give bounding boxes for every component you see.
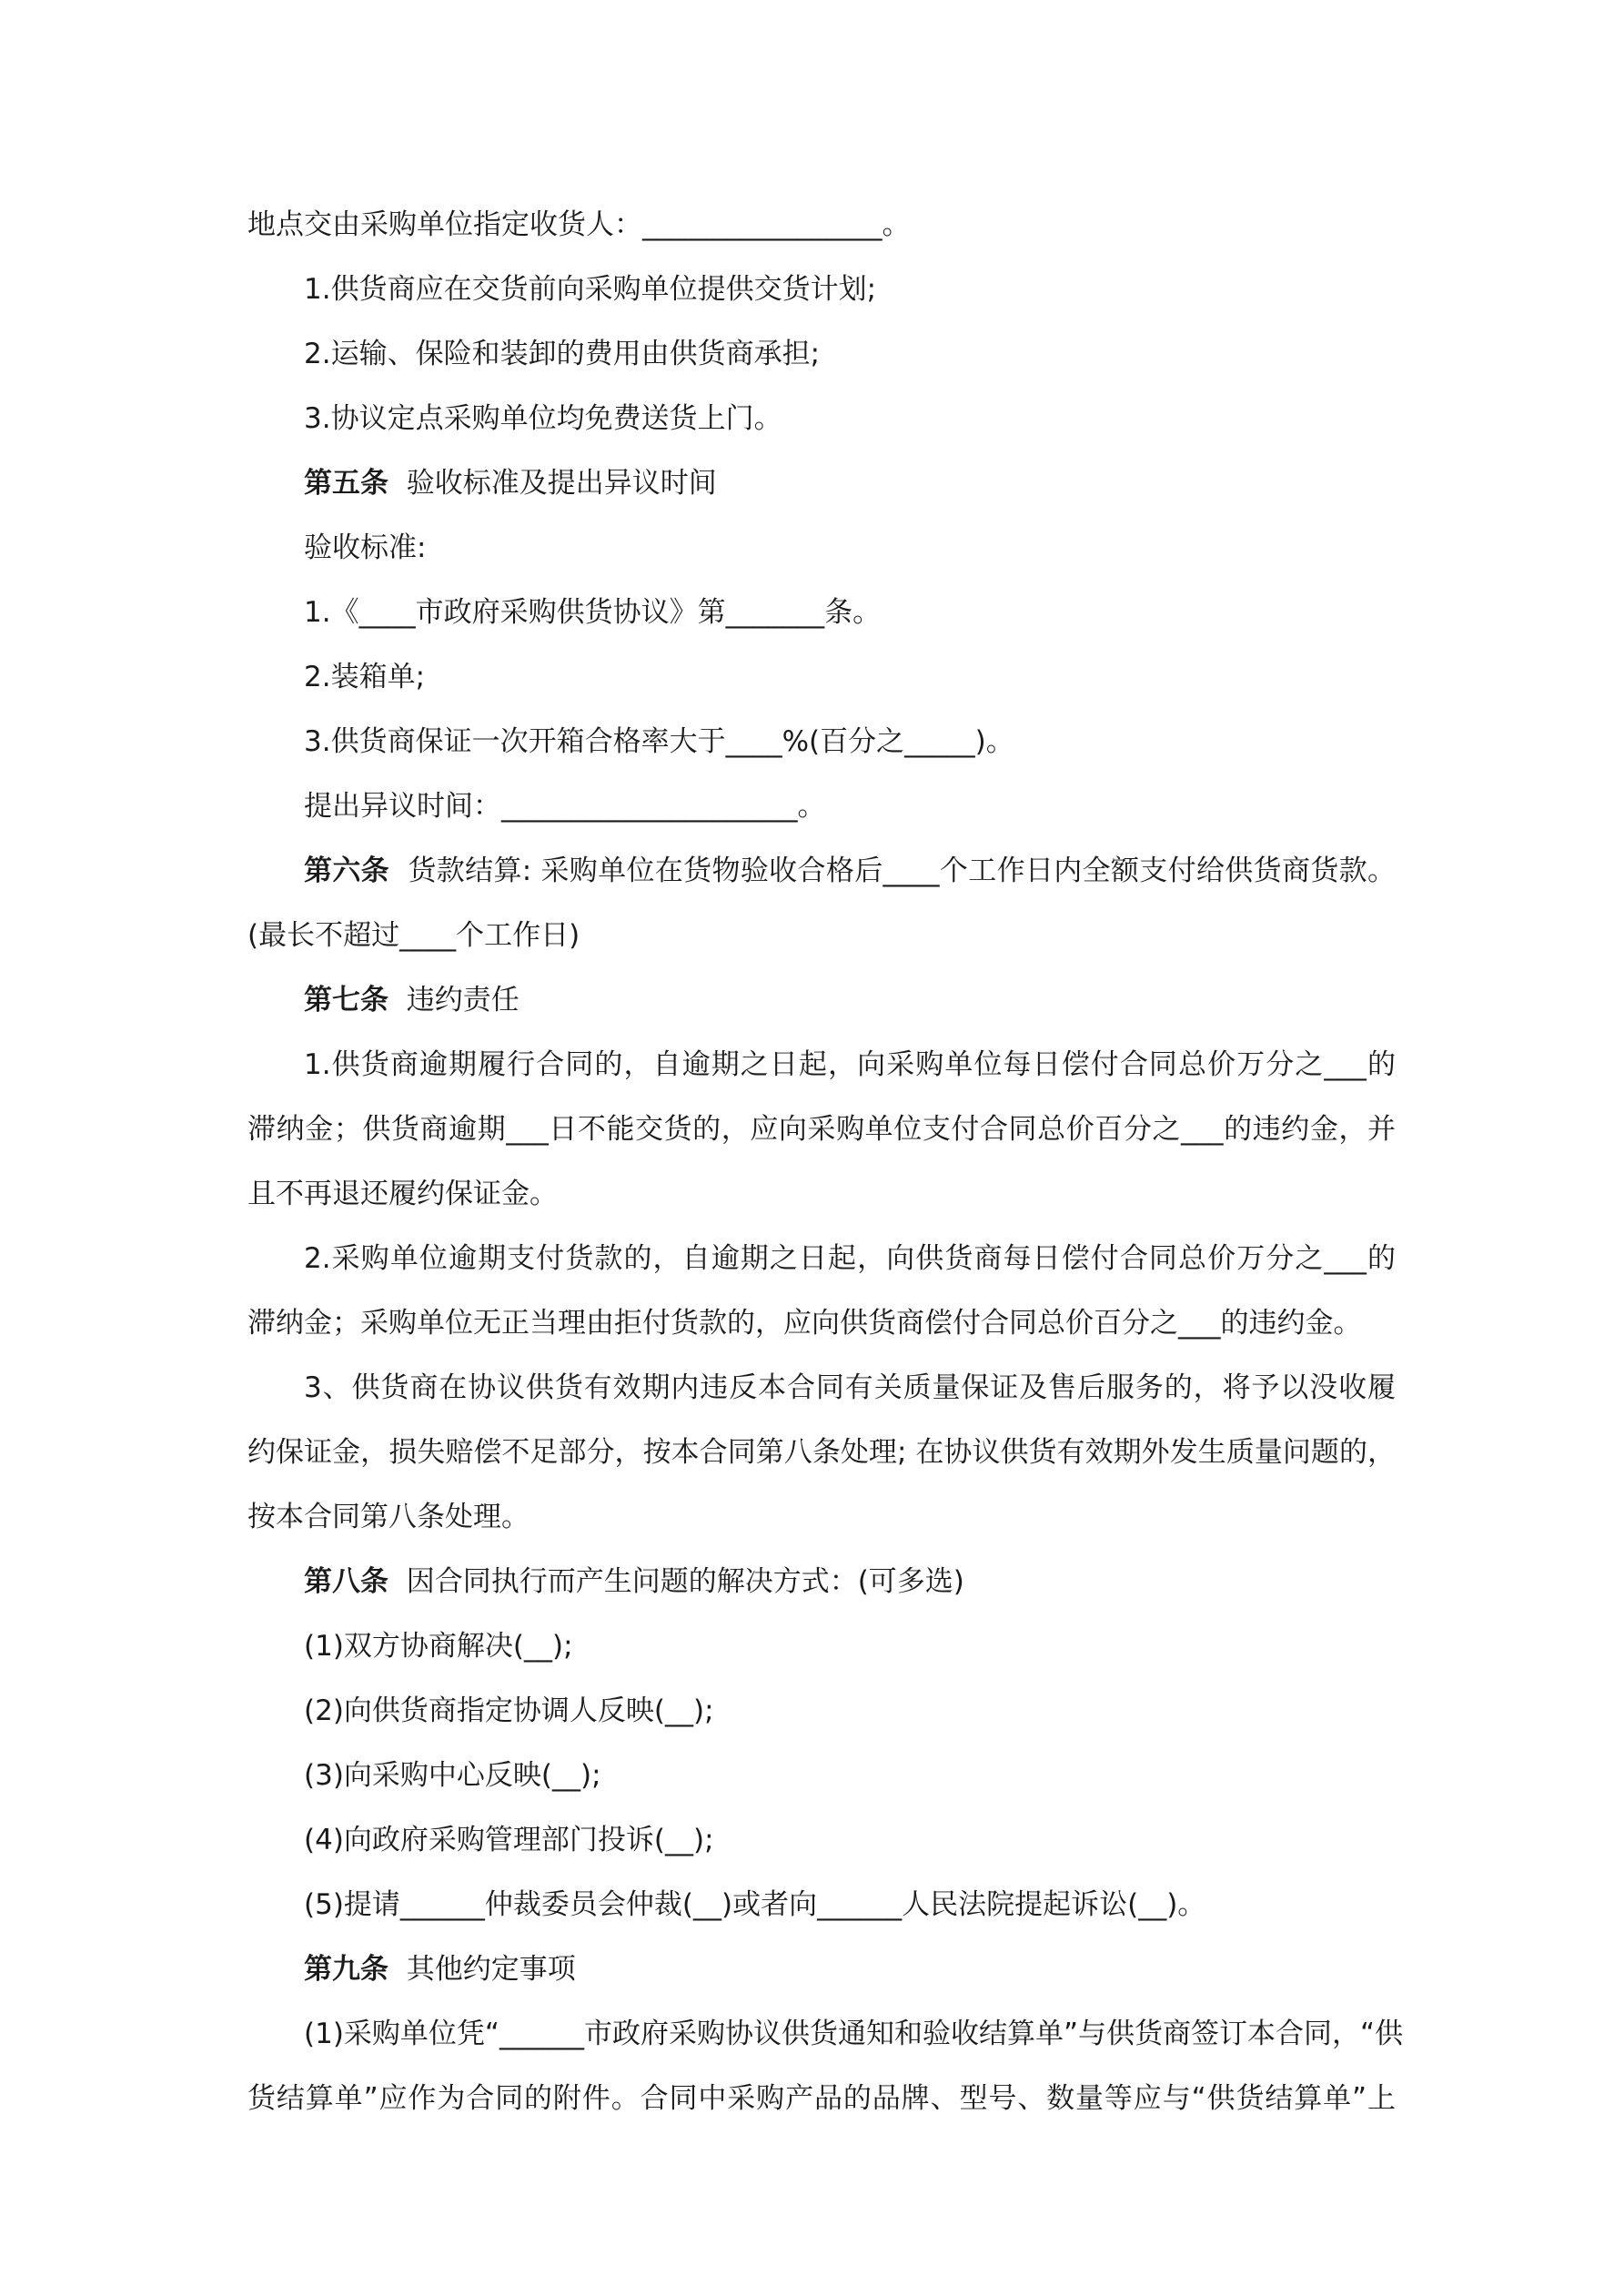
text-line bbox=[247, 1614, 1396, 1679]
text-line bbox=[247, 322, 1396, 387]
line-text: (3)向采购中心反映(__); bbox=[304, 1759, 601, 1792]
text-line bbox=[247, 1162, 1396, 1227]
text-line bbox=[247, 387, 1396, 451]
section-heading-line bbox=[247, 1937, 1396, 2002]
text-line bbox=[247, 1356, 1396, 1421]
line-text: 约保证金，损失赔偿不足部分，按本合同第八条处理; 在协议供货有效期外发生质量问题的， bbox=[247, 1436, 1396, 1469]
text-line bbox=[247, 774, 1396, 839]
section-heading-line bbox=[247, 1550, 1396, 1614]
text-line bbox=[247, 2002, 1404, 2067]
text-line bbox=[247, 258, 1396, 322]
text-line bbox=[247, 1679, 1396, 1744]
text-line bbox=[247, 1227, 1396, 1291]
section-heading-line bbox=[247, 451, 1396, 516]
article-number: 第六条 bbox=[304, 855, 390, 887]
line-text: (2)向供货商指定协调人反映(__); bbox=[304, 1694, 714, 1727]
line-text: 货款结算: 采购单位在货物验收合格后____个工作日内全额支付给供货商货款。 bbox=[408, 855, 1397, 887]
article-number: 第八条 bbox=[304, 1565, 388, 1598]
section-heading-line bbox=[247, 839, 1396, 904]
text-line bbox=[247, 710, 1396, 774]
line-text: 提出异议时间：_____________________。 bbox=[304, 790, 826, 823]
text-line bbox=[247, 516, 1396, 581]
line-text: 货结算单”应作为合同的附件。合同中采购产品的品牌、型号、数量等应与“供货结算单”上 bbox=[247, 2082, 1396, 2115]
line-text: 地点交由采购单位指定收货人：_________________。 bbox=[247, 208, 911, 241]
line-text: 按本合同第八条处理。 bbox=[247, 1501, 530, 1533]
line-text: 1.供货商逾期履行合同的，自逾期之日起，向采购单位每日偿付合同总价万分之___的 bbox=[304, 1048, 1396, 1081]
text-line bbox=[247, 193, 1396, 258]
line-text: 3.供货商保证一次开箱合格率大于____%(百分之_____)。 bbox=[304, 725, 1014, 758]
line-text: 2.采购单位逾期支付货款的，自逾期之日起，向供货商每日偿付合同总价万分之___的 bbox=[304, 1242, 1396, 1275]
line-text: 3.协议定点采购单位均免费送货上门。 bbox=[304, 402, 782, 435]
text-line bbox=[247, 904, 1396, 968]
line-text: 违约责任 bbox=[406, 984, 519, 1017]
line-text: 因合同执行而产生问题的解决方式：(可多选) bbox=[406, 1565, 964, 1598]
text-line bbox=[247, 1808, 1396, 1873]
line-text: 3、供货商在协议供货有效期内违反本合同有关质量保证及售后服务的，将予以没收履 bbox=[304, 1371, 1396, 1404]
text-line bbox=[247, 581, 1396, 645]
line-text: 滞纳金；采购单位无正当理由拒付货款的，应向供货商偿付合同总价百分之___的违约金。 bbox=[247, 1307, 1362, 1340]
text-line bbox=[247, 1033, 1396, 1097]
line-text: (1)双方协商解决(__); bbox=[304, 1630, 573, 1663]
article-number: 第七条 bbox=[304, 984, 388, 1017]
article-number: 第五条 bbox=[304, 467, 388, 500]
text-line bbox=[247, 2067, 1396, 2131]
section-heading-line bbox=[247, 968, 1396, 1033]
text-line bbox=[247, 1485, 1396, 1550]
text-line bbox=[247, 645, 1396, 710]
document-page bbox=[247, 193, 1404, 2131]
line-text: (1)采购单位凭“______市政府采购协议供货通知和验收结算单”与供货商签订本合同，“供 bbox=[304, 2018, 1404, 2050]
text-line bbox=[247, 1097, 1396, 1162]
line-text: 验收标准: bbox=[304, 531, 427, 564]
line-text: 2.装箱单; bbox=[304, 661, 426, 693]
line-text: 1.供货商应在交货前向采购单位提供交货计划; bbox=[304, 273, 877, 306]
line-text: 验收标准及提出异议时间 bbox=[406, 467, 717, 500]
text-line bbox=[247, 1421, 1396, 1485]
line-text: (4)向政府采购管理部门投诉(__); bbox=[304, 1824, 714, 1856]
line-text: 且不再退还履约保证金。 bbox=[247, 1178, 558, 1210]
line-text: 2.运输、保险和装卸的费用由供货商承担; bbox=[304, 338, 821, 370]
line-text: (5)提请______仲裁委员会仲裁(__)或者向______人民法院提起诉讼(__)。 bbox=[304, 1888, 1206, 1921]
text-line bbox=[247, 1873, 1396, 1937]
text-line bbox=[247, 1744, 1396, 1808]
line-text: 1.《____市政府采购供货协议》第_______条。 bbox=[304, 596, 882, 629]
line-text: (最长不超过____个工作日) bbox=[247, 919, 580, 952]
text-line bbox=[247, 1291, 1396, 1356]
line-text: 滞纳金；供货商逾期___日不能交货的，应向采购单位支付合同总价百分之___的违约金，并 bbox=[247, 1113, 1396, 1146]
article-number: 第九条 bbox=[304, 1953, 388, 1986]
line-text: 其他约定事项 bbox=[406, 1953, 576, 1986]
